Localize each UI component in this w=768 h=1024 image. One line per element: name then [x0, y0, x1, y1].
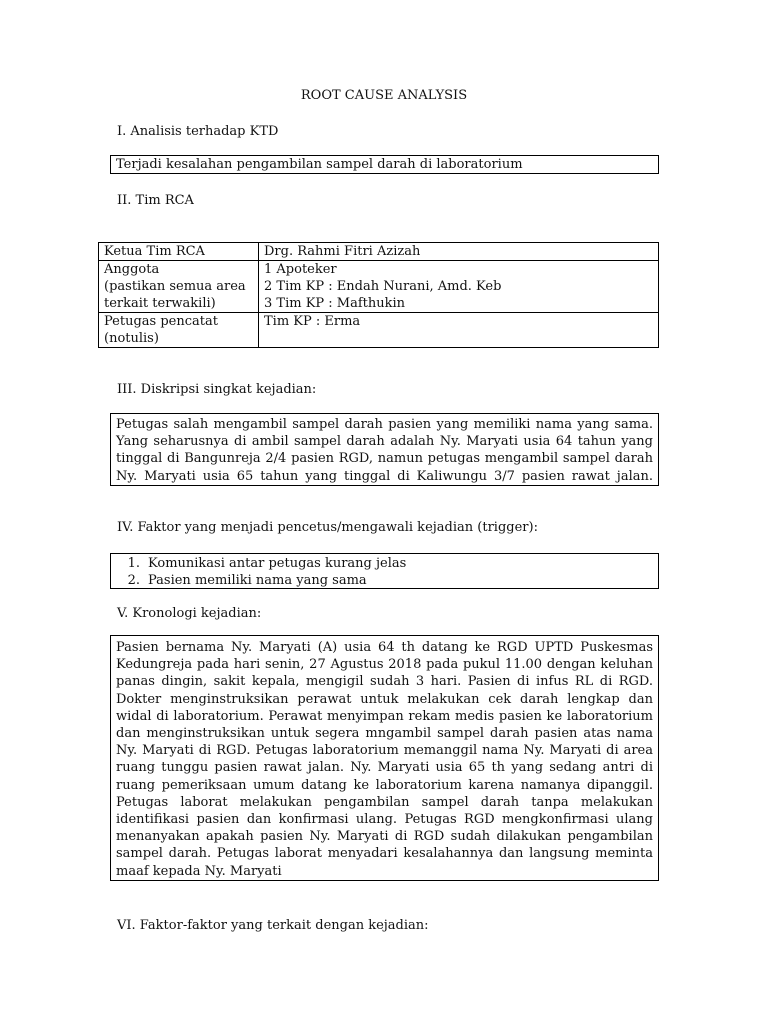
table-row: [99, 313, 659, 348]
chronology-line: ruang pemeriksaan umum datang ke laboratorium karena namanya dipanggil.: [116, 777, 653, 793]
chronology-line: menanyakan apakah pasien Ny. Maryati di RGD sudah dilakukan pengambilan: [116, 829, 653, 845]
anggota-label-cell: Anggota (pastikan semua area terkait terwakili): [99, 261, 259, 313]
chronology-line: Pasien bernama Ny. Maryati (A) usia 64 th datang ke RGD UPTD Puskesmas: [116, 640, 653, 655]
ketua-value-cell: Drg. Rahmi Fitri Azizah: [259, 243, 659, 261]
description-line: tinggal di Bangunreja 2/4 pasien RGD, namun petugas mengambil sampel darah: [116, 451, 653, 467]
table-row: [99, 261, 659, 313]
section-3-heading: III. Diskripsi singkat kejadian:: [117, 382, 317, 397]
chronology-line: widal di laboratorium. Perawat menyimpan rekam medis pasien ke laboratorium: [116, 708, 653, 724]
chronology-line: ruang tunggu pasien rawat jalan. Ny. Maryati usia 65 th yang sedang antri di: [116, 760, 653, 776]
chronology-line: identifikasi pasien dan konfirmasi ulang. Petugas RGD mengkonfirmasi ulang: [116, 812, 653, 828]
chronology-line: Kedungreja pada hari senin, 27 Agustus 2018 pada pukul 11.00 dengan keluhan: [116, 657, 653, 673]
chronology-line: Petugas laborat melakukan pengambilan sampel darah tanpa melakukan: [116, 794, 653, 810]
ketua-label-cell: Ketua Tim RCA: [99, 243, 259, 261]
document-title: ROOT CAUSE ANALYSIS: [300, 88, 468, 103]
chronology-box: [110, 635, 659, 881]
chronology-line: Dokter menginstruksikan perawat untuk melakukan cek darah lengkap dan: [116, 691, 653, 707]
chronology-line: maaf kepada Ny. Maryati: [116, 863, 282, 879]
list-item: 1. Komunikasi antar petugas kurang jelas: [127, 556, 407, 571]
description-box: [110, 413, 659, 486]
table-row: [99, 243, 659, 261]
chronology-line: sampel darah. Petugas laborat menyadari kesalahannya dan langsung meminta: [116, 846, 653, 862]
trigger-list: [116, 555, 653, 589]
description-line: Ny. Maryati usia 65 tahun yang tinggal di Kaliwungu 3/7 pasien rawat jalan.: [116, 468, 653, 484]
notulis-label-cell: Petugas pencatat (notulis): [99, 313, 259, 348]
section-5-heading: V. Kronologi kejadian:: [117, 606, 262, 621]
notulis-value-cell: Tim KP : Erma: [259, 313, 659, 348]
section-1-heading: I. Analisis terhadap KTD: [117, 124, 279, 139]
chronology-line: Ny. Maryati di RGD. Petugas laboratorium memanggil nama Ny. Maryati di area: [116, 743, 653, 759]
chronology-line: dan menginstruksikan untuk segera mngambil sampel darah pasien atas nama: [116, 726, 653, 742]
section-2-heading: II. Tim RCA: [117, 193, 194, 208]
anggota-value-cell: 1 Apoteker 2 Tim KP : Endah Nurani, Amd. Keb 3 Tim KP : Mafthukin: [259, 261, 659, 313]
list-item: 2. Pasien memiliki nama yang sama: [127, 573, 367, 588]
ktd-text: Terjadi kesalahan pengambilan sampel darah di laboratorium: [116, 157, 523, 172]
rca-team-table: [98, 242, 659, 348]
section-4-heading: IV. Faktor yang menjadi pencetus/mengawali kejadian (trigger):: [117, 520, 538, 535]
description-line: Yang seharusnya di ambil sampel darah adalah Ny. Maryati usia 64 tahun yang: [116, 434, 653, 450]
description-line: Petugas salah mengambil sampel darah pasien yang memiliki nama yang sama.: [116, 417, 653, 432]
section-6-heading: VI. Faktor-faktor yang terkait dengan kejadian:: [117, 918, 429, 933]
trigger-box: [110, 553, 659, 589]
chronology-line: panas dingin, sakit kepala, mengigil sudah 3 hari. Pasien di infus RL di RGD.: [116, 674, 653, 690]
ktd-box: [110, 155, 659, 174]
